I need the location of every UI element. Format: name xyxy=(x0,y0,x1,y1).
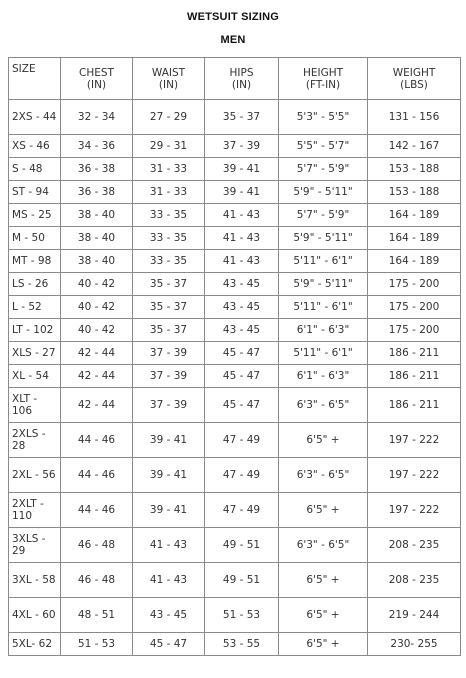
header-weight xyxy=(368,58,461,100)
table-row xyxy=(9,319,461,342)
weight-cell: 197 - 222 xyxy=(368,493,461,528)
size-cell: 5XL- 62 xyxy=(9,633,61,656)
header-unit: (IN) xyxy=(231,78,252,91)
waist-cell: 39 - 41 xyxy=(133,493,205,528)
header-unit: (FT-IN) xyxy=(305,78,341,91)
chest-cell: 46 - 48 xyxy=(61,563,133,598)
weight-cell: 153 - 188 xyxy=(368,181,461,204)
height-cell: 6'3" - 6'5" xyxy=(279,528,368,563)
height-cell: 5'7" - 5'9" xyxy=(279,158,368,181)
weight-cell: 219 - 244 xyxy=(368,598,461,633)
header-hips xyxy=(205,58,279,100)
height-cell: 6'1" - 6'3" xyxy=(279,365,368,388)
weight-cell: 208 - 235 xyxy=(368,528,461,563)
waist-cell: 41 - 43 xyxy=(133,528,205,563)
size-cell: MT - 98 xyxy=(9,250,61,273)
hips-cell: 45 - 47 xyxy=(205,388,279,423)
waist-cell: 39 - 41 xyxy=(133,458,205,493)
header-label: SIZE xyxy=(12,63,36,75)
size-cell: XS - 46 xyxy=(9,135,61,158)
header-chest xyxy=(61,58,133,100)
hips-cell: 43 - 45 xyxy=(205,319,279,342)
weight-cell: 175 - 200 xyxy=(368,296,461,319)
hips-cell: 47 - 49 xyxy=(205,423,279,458)
header-size xyxy=(9,58,61,100)
chest-cell: 32 - 34 xyxy=(61,100,133,135)
weight-cell: 186 - 211 xyxy=(368,365,461,388)
height-cell: 5'11" - 6'1" xyxy=(279,296,368,319)
height-cell: 6'5" + xyxy=(279,598,368,633)
size-cell: MS - 25 xyxy=(9,204,61,227)
weight-cell: 164 - 189 xyxy=(368,204,461,227)
height-cell: 5'9" - 5'11" xyxy=(279,181,368,204)
height-cell: 5'11" - 6'1" xyxy=(279,250,368,273)
height-cell: 5'9" - 5'11" xyxy=(279,227,368,250)
chest-cell: 34 - 36 xyxy=(61,135,133,158)
table-row xyxy=(9,365,461,388)
waist-cell: 31 - 33 xyxy=(133,158,205,181)
chest-cell: 38 - 40 xyxy=(61,204,133,227)
size-cell: L - 52 xyxy=(9,296,61,319)
table-row xyxy=(9,158,461,181)
waist-cell: 33 - 35 xyxy=(133,204,205,227)
table-row xyxy=(9,388,461,423)
table-row xyxy=(9,204,461,227)
chest-cell: 42 - 44 xyxy=(61,365,133,388)
weight-cell: 197 - 222 xyxy=(368,458,461,493)
header-label: CHEST xyxy=(79,66,114,79)
chest-cell: 42 - 44 xyxy=(61,342,133,365)
waist-cell: 39 - 41 xyxy=(133,423,205,458)
height-cell: 5'5" - 5'7" xyxy=(279,135,368,158)
table-row xyxy=(9,563,461,598)
weight-cell: 230- 255 xyxy=(368,633,461,656)
height-cell: 5'9" - 5'11" xyxy=(279,273,368,296)
chest-cell: 40 - 42 xyxy=(61,319,133,342)
weight-cell: 164 - 189 xyxy=(368,227,461,250)
hips-cell: 37 - 39 xyxy=(205,135,279,158)
size-cell: 4XL - 60 xyxy=(9,598,61,633)
size-cell: M - 50 xyxy=(9,227,61,250)
size-cell: 2XS - 44 xyxy=(9,100,61,135)
hips-cell: 45 - 47 xyxy=(205,342,279,365)
header-label: WEIGHT xyxy=(392,66,436,79)
size-cell: S - 48 xyxy=(9,158,61,181)
hips-cell: 47 - 49 xyxy=(205,493,279,528)
table-row xyxy=(9,181,461,204)
weight-cell: 142 - 167 xyxy=(368,135,461,158)
chest-cell: 42 - 44 xyxy=(61,388,133,423)
waist-cell: 45 - 47 xyxy=(133,633,205,656)
table-row xyxy=(9,342,461,365)
waist-cell: 35 - 37 xyxy=(133,319,205,342)
height-cell: 6'5" + xyxy=(279,493,368,528)
size-cell: LT - 102 xyxy=(9,319,61,342)
chest-cell: 46 - 48 xyxy=(61,528,133,563)
header-row xyxy=(9,58,461,100)
waist-cell: 31 - 33 xyxy=(133,181,205,204)
table-row xyxy=(9,598,461,633)
table-row xyxy=(9,250,461,273)
weight-cell: 131 - 156 xyxy=(368,100,461,135)
page-title: WETSUIT SIZING xyxy=(186,11,280,23)
chest-cell: 38 - 40 xyxy=(61,227,133,250)
hips-cell: 35 - 37 xyxy=(205,100,279,135)
header-label: WAIST xyxy=(151,66,186,79)
table-row xyxy=(9,100,461,135)
height-cell: 5'7" - 5'9" xyxy=(279,204,368,227)
chest-cell: 38 - 40 xyxy=(61,250,133,273)
sizing-table xyxy=(8,57,461,656)
hips-cell: 47 - 49 xyxy=(205,458,279,493)
size-cell: XLS - 27 xyxy=(9,342,61,365)
waist-cell: 41 - 43 xyxy=(133,563,205,598)
weight-cell: 208 - 235 xyxy=(368,563,461,598)
table-row xyxy=(9,633,461,656)
header-label: HIPS xyxy=(229,66,254,79)
waist-cell: 29 - 31 xyxy=(133,135,205,158)
chest-cell: 36 - 38 xyxy=(61,158,133,181)
chest-cell: 44 - 46 xyxy=(61,493,133,528)
height-cell: 6'5" + xyxy=(279,633,368,656)
waist-cell: 35 - 37 xyxy=(133,296,205,319)
hips-cell: 41 - 43 xyxy=(205,250,279,273)
header-waist xyxy=(133,58,205,100)
weight-cell: 175 - 200 xyxy=(368,273,461,296)
hips-cell: 53 - 55 xyxy=(205,633,279,656)
hips-cell: 41 - 43 xyxy=(205,227,279,250)
weight-cell: 186 - 211 xyxy=(368,342,461,365)
table-row xyxy=(9,493,461,528)
chest-cell: 48 - 51 xyxy=(61,598,133,633)
size-cell: LS - 26 xyxy=(9,273,61,296)
size-cell: 3XL - 58 xyxy=(9,563,61,598)
waist-cell: 27 - 29 xyxy=(133,100,205,135)
weight-cell: 197 - 222 xyxy=(368,423,461,458)
hips-cell: 43 - 45 xyxy=(205,273,279,296)
header-unit: (IN) xyxy=(158,78,179,91)
table-row xyxy=(9,458,461,493)
table-row xyxy=(9,296,461,319)
hips-cell: 39 - 41 xyxy=(205,181,279,204)
hips-cell: 49 - 51 xyxy=(205,528,279,563)
size-cell: XLT - 106 xyxy=(9,388,61,423)
page-subtitle: MEN xyxy=(220,34,246,46)
table-row xyxy=(9,528,461,563)
weight-cell: 175 - 200 xyxy=(368,319,461,342)
hips-cell: 43 - 45 xyxy=(205,296,279,319)
chest-cell: 40 - 42 xyxy=(61,273,133,296)
height-cell: 6'5" + xyxy=(279,563,368,598)
table-row xyxy=(9,273,461,296)
hips-cell: 49 - 51 xyxy=(205,563,279,598)
chest-cell: 51 - 53 xyxy=(61,633,133,656)
size-cell: 2XLT - 110 xyxy=(9,493,61,528)
waist-cell: 37 - 39 xyxy=(133,342,205,365)
weight-cell: 164 - 189 xyxy=(368,250,461,273)
hips-cell: 41 - 43 xyxy=(205,204,279,227)
table-row xyxy=(9,423,461,458)
weight-cell: 186 - 211 xyxy=(368,388,461,423)
hips-cell: 39 - 41 xyxy=(205,158,279,181)
height-cell: 6'3" - 6'5" xyxy=(279,388,368,423)
chest-cell: 40 - 42 xyxy=(61,296,133,319)
waist-cell: 33 - 35 xyxy=(133,250,205,273)
header-unit: (LBS) xyxy=(400,78,428,91)
size-cell: 2XL - 56 xyxy=(9,458,61,493)
header-label: HEIGHT xyxy=(302,66,344,79)
chest-cell: 36 - 38 xyxy=(61,181,133,204)
hips-cell: 51 - 53 xyxy=(205,598,279,633)
waist-cell: 35 - 37 xyxy=(133,273,205,296)
weight-cell: 153 - 188 xyxy=(368,158,461,181)
waist-cell: 37 - 39 xyxy=(133,388,205,423)
size-cell: 3XLS - 29 xyxy=(9,528,61,563)
chest-cell: 44 - 46 xyxy=(61,458,133,493)
waist-cell: 43 - 45 xyxy=(133,598,205,633)
chest-cell: 44 - 46 xyxy=(61,423,133,458)
waist-cell: 33 - 35 xyxy=(133,227,205,250)
hips-cell: 45 - 47 xyxy=(205,365,279,388)
size-cell: XL - 54 xyxy=(9,365,61,388)
height-cell: 6'3" - 6'5" xyxy=(279,458,368,493)
size-cell: ST - 94 xyxy=(9,181,61,204)
table-row xyxy=(9,227,461,250)
sizing-table-body xyxy=(9,100,461,656)
height-cell: 5'3" - 5'5" xyxy=(279,100,368,135)
height-cell: 5'11" - 6'1" xyxy=(279,342,368,365)
height-cell: 6'1" - 6'3" xyxy=(279,319,368,342)
waist-cell: 37 - 39 xyxy=(133,365,205,388)
header-height xyxy=(279,58,368,100)
header-unit: (IN) xyxy=(86,78,107,91)
table-row xyxy=(9,135,461,158)
size-cell: 2XLS - 28 xyxy=(9,423,61,458)
height-cell: 6'5" + xyxy=(279,423,368,458)
